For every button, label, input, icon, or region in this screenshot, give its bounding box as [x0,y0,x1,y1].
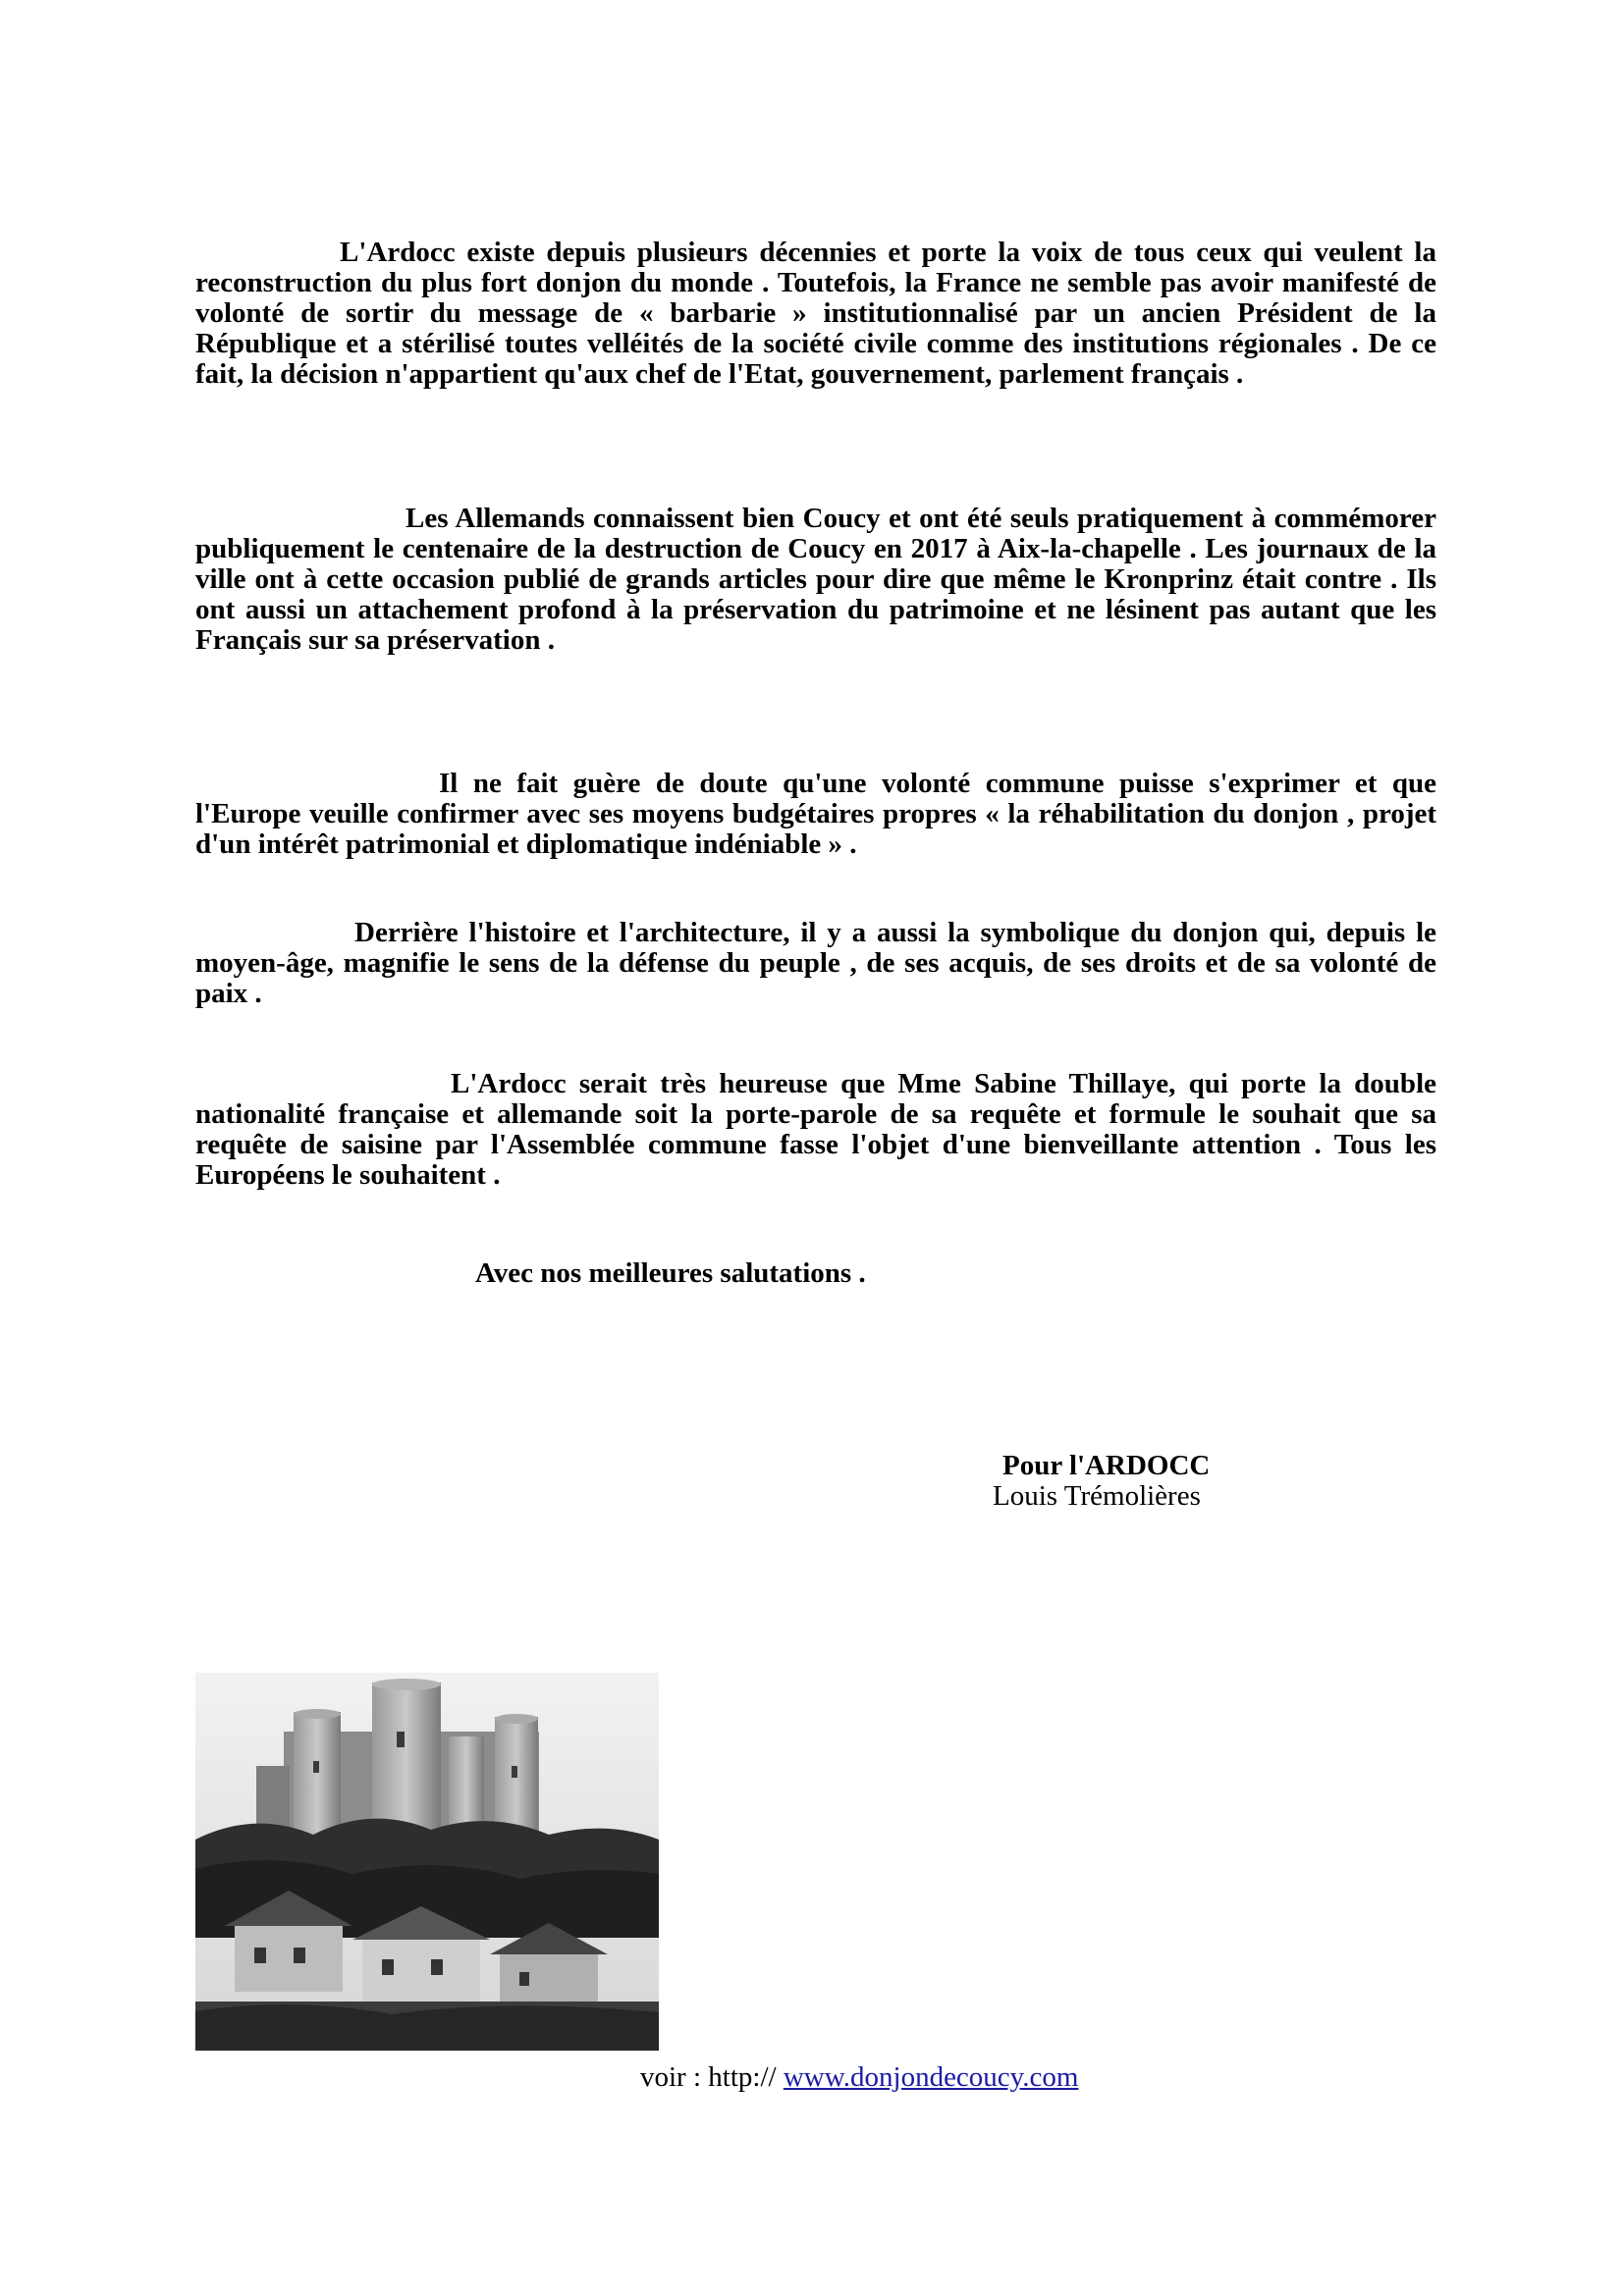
castle-photo-illustration [195,1673,659,2051]
paragraph-1: L'Ardocc existe depuis plusieurs décennies et porte la voix de tous ceux qui veulent la reconstruction du plus fort donjon du monde . Toutefois, la France ne semble pas avoir manifesté de volonté de sortir du message de « barbarie » institutionnalisé par un ancien Président de la République et a stérilisé toutes velléités de la société civile comme des institutions régionales . De ce fait, la décision n'appartient qu'aux chef de l'Etat, gouvernement, parlement français . [195,237,1436,390]
paragraph-5: L'Ardocc serait très heureuse que Mme Sabine Thillaye, qui porte la double nationalité française et allemande soit la porte-parole de sa requête et formule le souhait que sa requête de saisine par l'Assemblée commune fasse l'objet d'une bienveillante attention . Tous les Européens le souhaitent . [195,1068,1436,1191]
website-link[interactable]: www.donjondecoucy.com [783,2061,1079,2093]
paragraph-4: Derrière l'histoire et l'architecture, il y a aussi la symbolique du donjon qui, depuis le moyen-âge, magnifie le sens de la défense du peuple , de ses acquis, de ses droits et de sa volonté de paix . [195,917,1436,1009]
signature-block [993,1451,1210,1512]
website-prefix: voir : http:// [640,2061,777,2093]
paragraph-3: Il ne fait guère de doute qu'une volonté commune puisse s'exprimer et que l'Europe veuille confirmer avec ses moyens budgétaires propres « la réhabilitation du donjon , projet d'un intérêt patrimonial et diplomatique indéniable » . [195,768,1436,860]
closing-salutation: Avec nos meilleures salutations . [475,1257,866,1289]
signature-organization: Pour l'ARDOCC [1002,1450,1211,1481]
website-reference [640,2062,1078,2093]
paragraph-2: Les Allemands connaissent bien Coucy et ont été seuls pratiquement à commémorer publiquement le centenaire de la destruction de Coucy en 2017 à Aix-la-chapelle . Les journaux de la ville ont à cette occasion publié de grands articles pour dire que même le Kronprinz était contre . Ils ont aussi un attachement profond à la préservation du patrimoine et ne lésinent pas autant que les Français sur sa préservation . [195,503,1436,656]
castle-photo [195,1673,659,2051]
signature-name: Louis Trémolières [993,1480,1201,1512]
